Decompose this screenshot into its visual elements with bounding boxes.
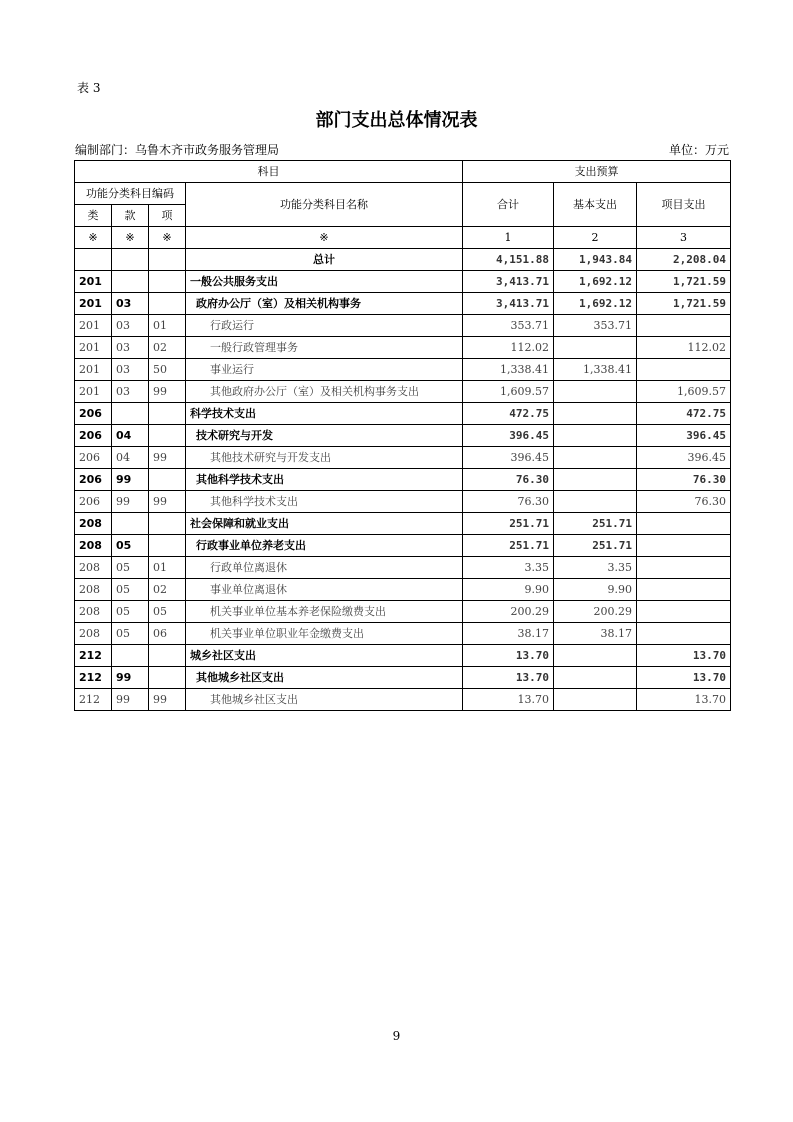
amount-total: 396.45: [463, 425, 554, 447]
subject-name: 其他城乡社区支出: [186, 667, 463, 689]
subject-name: 其他政府办公厅（室）及相关机构事务支出: [186, 381, 463, 403]
amount-project: [637, 557, 731, 579]
code-kuan: 03: [112, 359, 149, 381]
amount-project: 76.30: [637, 491, 731, 513]
amount-basic: 353.71: [554, 315, 637, 337]
amount-total: 3.35: [463, 557, 554, 579]
col-number-3: 3: [637, 227, 731, 249]
code-lei: 208: [75, 623, 112, 645]
code-lei: [75, 249, 112, 271]
table-row: [75, 535, 731, 557]
amount-project: 13.70: [637, 689, 731, 711]
amount-project: 472.75: [637, 403, 731, 425]
code-xiang: 06: [149, 623, 186, 645]
code-xiang: 02: [149, 337, 186, 359]
subject-name: 行政运行: [186, 315, 463, 337]
amount-basic: 3.35: [554, 557, 637, 579]
amount-total: 13.70: [463, 645, 554, 667]
subject-name: 事业单位离退休: [186, 579, 463, 601]
subject-name: 其他科学技术支出: [186, 491, 463, 513]
amount-project: 76.30: [637, 469, 731, 491]
code-xiang: 99: [149, 381, 186, 403]
amount-basic: 1,943.84: [554, 249, 637, 271]
code-xiang: [149, 271, 186, 293]
table-label: 表 3: [77, 81, 101, 95]
amount-basic: [554, 645, 637, 667]
header-kuan: 款: [112, 205, 149, 227]
code-kuan: 03: [112, 315, 149, 337]
code-lei: 206: [75, 425, 112, 447]
amount-basic: [554, 491, 637, 513]
code-xiang: [149, 645, 186, 667]
code-xiang: 05: [149, 601, 186, 623]
subject-name: 一般公共服务支出: [186, 271, 463, 293]
code-kuan: 05: [112, 623, 149, 645]
table-row: [75, 403, 731, 425]
table-row: [75, 293, 731, 315]
code-xiang: [149, 249, 186, 271]
code-xiang: 01: [149, 557, 186, 579]
code-lei: 201: [75, 293, 112, 315]
amount-basic: 200.29: [554, 601, 637, 623]
subject-name: 事业运行: [186, 359, 463, 381]
amount-project: [637, 315, 731, 337]
amount-basic: [554, 425, 637, 447]
amount-total: 200.29: [463, 601, 554, 623]
table-row: [75, 249, 731, 271]
amount-basic: [554, 469, 637, 491]
amount-project: 13.70: [637, 645, 731, 667]
code-lei: 206: [75, 447, 112, 469]
amount-total: 251.71: [463, 513, 554, 535]
amount-basic: [554, 667, 637, 689]
mark-xiang: ※: [149, 227, 186, 249]
amount-total: 1,338.41: [463, 359, 554, 381]
subject-name: 机关事业单位职业年金缴费支出: [186, 623, 463, 645]
amount-total: 9.90: [463, 579, 554, 601]
subject-name: 社会保障和就业支出: [186, 513, 463, 535]
table-row: [75, 359, 731, 381]
header-basic: 基本支出: [554, 183, 637, 227]
code-xiang: 99: [149, 689, 186, 711]
table-row: [75, 601, 731, 623]
code-kuan: [112, 249, 149, 271]
amount-project: 112.02: [637, 337, 731, 359]
code-xiang: 99: [149, 447, 186, 469]
amount-basic: 1,692.12: [554, 293, 637, 315]
code-xiang: 01: [149, 315, 186, 337]
code-kuan: [112, 271, 149, 293]
amount-project: 1,721.59: [637, 271, 731, 293]
amount-total: 112.02: [463, 337, 554, 359]
subject-name: 机关事业单位基本养老保险缴费支出: [186, 601, 463, 623]
code-lei: 201: [75, 337, 112, 359]
subject-name: 总计: [186, 249, 463, 271]
amount-basic: [554, 381, 637, 403]
code-kuan: 99: [112, 491, 149, 513]
table-row: [75, 557, 731, 579]
amount-project: [637, 579, 731, 601]
code-lei: 212: [75, 667, 112, 689]
table-row: [75, 447, 731, 469]
code-xiang: 02: [149, 579, 186, 601]
header-budget: 支出预算: [463, 161, 731, 183]
code-kuan: [112, 403, 149, 425]
code-lei: 208: [75, 557, 112, 579]
table-row: [75, 689, 731, 711]
page-number: 9: [392, 1029, 401, 1043]
subject-name: 政府办公厅（室）及相关机构事务: [186, 293, 463, 315]
code-lei: 208: [75, 579, 112, 601]
amount-total: 251.71: [463, 535, 554, 557]
table-row: [75, 425, 731, 447]
code-lei: 201: [75, 315, 112, 337]
amount-basic: [554, 689, 637, 711]
amount-basic: 1,692.12: [554, 271, 637, 293]
amount-project: 2,208.04: [637, 249, 731, 271]
code-kuan: 99: [112, 689, 149, 711]
table-row: [75, 315, 731, 337]
code-kuan: 05: [112, 579, 149, 601]
amount-basic: 1,338.41: [554, 359, 637, 381]
amount-project: 1,721.59: [637, 293, 731, 315]
amount-project: [637, 601, 731, 623]
code-xiang: [149, 469, 186, 491]
code-lei: 201: [75, 271, 112, 293]
code-xiang: [149, 667, 186, 689]
header-name: 功能分类科目名称: [186, 183, 463, 227]
amount-total: 3,413.71: [463, 271, 554, 293]
code-kuan: 99: [112, 667, 149, 689]
amount-total: 13.70: [463, 689, 554, 711]
code-lei: 201: [75, 381, 112, 403]
code-lei: 208: [75, 601, 112, 623]
code-lei: 206: [75, 491, 112, 513]
header-subject: 科目: [75, 161, 463, 183]
amount-total: 1,609.57: [463, 381, 554, 403]
code-lei: 201: [75, 359, 112, 381]
code-kuan: 04: [112, 447, 149, 469]
amount-project: [637, 535, 731, 557]
amount-project: 396.45: [637, 425, 731, 447]
mark-kuan: ※: [112, 227, 149, 249]
header-total: 合计: [463, 183, 554, 227]
amount-project: [637, 623, 731, 645]
header-xiang: 项: [149, 205, 186, 227]
header-lei: 类: [75, 205, 112, 227]
table-row: [75, 623, 731, 645]
amount-total: 353.71: [463, 315, 554, 337]
amount-basic: [554, 337, 637, 359]
code-xiang: 50: [149, 359, 186, 381]
subject-name: 其他城乡社区支出: [186, 689, 463, 711]
table-row: [75, 491, 731, 513]
mark-name: ※: [186, 227, 463, 249]
code-kuan: 99: [112, 469, 149, 491]
table-row: [75, 645, 731, 667]
code-lei: 206: [75, 403, 112, 425]
amount-total: 76.30: [463, 491, 554, 513]
amount-total: 472.75: [463, 403, 554, 425]
table-row: [75, 513, 731, 535]
amount-total: 13.70: [463, 667, 554, 689]
header-project: 项目支出: [637, 183, 731, 227]
table-row: [75, 381, 731, 403]
mark-lei: ※: [75, 227, 112, 249]
subject-name: 城乡社区支出: [186, 645, 463, 667]
amount-basic: [554, 447, 637, 469]
code-kuan: 04: [112, 425, 149, 447]
subject-name: 行政事业单位养老支出: [186, 535, 463, 557]
code-xiang: [149, 425, 186, 447]
amount-project: 396.45: [637, 447, 731, 469]
code-kuan: [112, 645, 149, 667]
amount-project: 13.70: [637, 667, 731, 689]
code-lei: 212: [75, 645, 112, 667]
amount-project: [637, 359, 731, 381]
amount-basic: [554, 403, 637, 425]
amount-total: 38.17: [463, 623, 554, 645]
amount-total: 396.45: [463, 447, 554, 469]
code-lei: 212: [75, 689, 112, 711]
header-row-2: [75, 183, 731, 205]
table-row: [75, 579, 731, 601]
code-kuan: 03: [112, 381, 149, 403]
code-lei: 208: [75, 535, 112, 557]
subject-name: 行政单位离退休: [186, 557, 463, 579]
amount-basic: 9.90: [554, 579, 637, 601]
col-number-1: 1: [463, 227, 554, 249]
amount-total: 3,413.71: [463, 293, 554, 315]
amount-total: 76.30: [463, 469, 554, 491]
amount-project: [637, 513, 731, 535]
code-xiang: [149, 535, 186, 557]
code-kuan: 05: [112, 601, 149, 623]
table-row: [75, 337, 731, 359]
budget-table: [74, 160, 731, 711]
table-row: [75, 667, 731, 689]
code-xiang: [149, 293, 186, 315]
amount-total: 4,151.88: [463, 249, 554, 271]
department-label: 编制部门：乌鲁木齐市政务服务管理局: [75, 143, 280, 157]
code-kuan: 03: [112, 337, 149, 359]
subject-name: 一般行政管理事务: [186, 337, 463, 359]
table-row: [75, 271, 731, 293]
header-row-1: [75, 161, 731, 183]
code-xiang: 99: [149, 491, 186, 513]
subject-name: 其他技术研究与开发支出: [186, 447, 463, 469]
header-row-4: [75, 227, 731, 249]
code-lei: 208: [75, 513, 112, 535]
table-row: [75, 469, 731, 491]
code-kuan: 05: [112, 535, 149, 557]
code-lei: 206: [75, 469, 112, 491]
amount-basic: 38.17: [554, 623, 637, 645]
code-xiang: [149, 403, 186, 425]
code-kuan: 05: [112, 557, 149, 579]
page-title: 部门支出总体情况表: [315, 110, 478, 131]
amount-basic: 251.71: [554, 535, 637, 557]
code-kuan: 03: [112, 293, 149, 315]
col-number-2: 2: [554, 227, 637, 249]
amount-project: 1,609.57: [637, 381, 731, 403]
code-kuan: [112, 513, 149, 535]
code-xiang: [149, 513, 186, 535]
amount-basic: 251.71: [554, 513, 637, 535]
header-code-group: 功能分类科目编码: [75, 183, 186, 205]
subject-name: 科学技术支出: [186, 403, 463, 425]
subject-name: 其他科学技术支出: [186, 469, 463, 491]
unit-label: 单位：万元: [668, 143, 729, 157]
subject-name: 技术研究与开发: [186, 425, 463, 447]
